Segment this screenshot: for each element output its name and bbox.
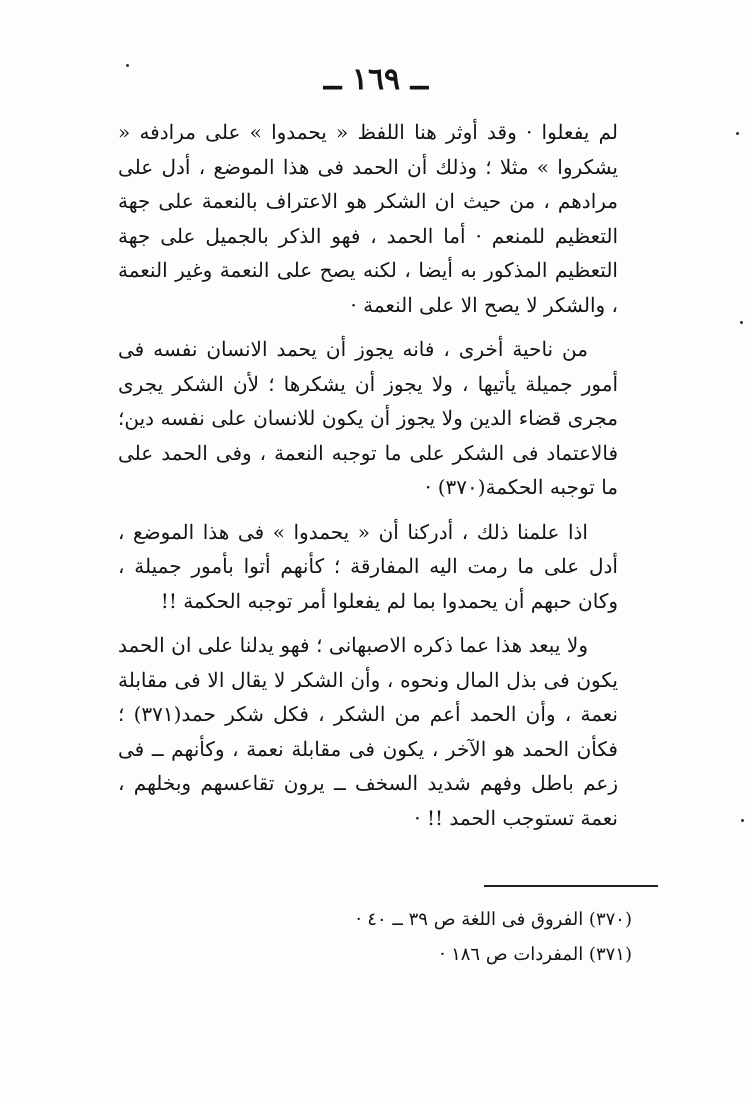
footnote-370: (٣٧٠) الفروق فى اللغة ص ٣٩ ــ ٤٠ · <box>355 909 632 930</box>
paragraph-3: اذا علمنا ذلك ، أدركنا أن « يحمدوا » فى هذا الموضع ، أدل على ما رمت اليه المفارقة ؛ كأنهم أتوا بأمور جميلة ، وكان حبهم أن يحمدوا بما لم يفعلوا أمر توجبه الحكمة !! <box>118 519 618 613</box>
body-text <box>118 115 618 845</box>
footnote-separator <box>484 885 658 887</box>
paragraph-2: من ناحية أخرى ، فانه يجوز أن يحمد الانسان نفسه فى أمور جميلة يأتيها ، ولا يجوز أن يشكرها ؛ لأن الشكر يجرى مجرى قضاء الدين ولا يجوز أن يكون للانسان على نفسه دين؛ فالاعتماد فى الشكر على ما توجبه النعمة ، وفى الحمد على ما توجبه الحكمة(٣٧٠) · <box>118 337 618 499</box>
paragraph-4: ولا يبعد هذا عما ذكره الاصبهانى ؛ فهو يدلنا على ان الحمد يكون فى بذل المال ونحوه ، وأن الشكر لا يقال الا فى مقابلة نعمة ، وأن الحمد أعم من الشكر ، فكل شكر حمد(٣٧١) ؛ فكأن الحمد هو الآخر ، يكون فى مقابلة نعمة ، وكأنهم ــ فى زعم باطل وفهم شديد السخف ــ يرون تقاعسهم وبخلهم ، نعمة تستوجب الحمد !! · <box>118 633 618 830</box>
footnotes <box>232 902 632 972</box>
footnote-371: (٣٧١) المفردات ص ١٨٦ · <box>439 944 632 965</box>
scan-speck <box>736 132 739 135</box>
paragraph-1: لم يفعلوا · وقد أوثر هنا اللفظ « يحمدوا » على مرادفه « يشكروا » مثلا ؛ وذلك أن الحمد فى هذا الموضع ، أدل على مرادهم ، من حيث ان الشكر هو الاعتراف بالنعمة على جهة التعظيم للمنعم · أما الحمد ، فهو الذكر بالجميل على جهة التعظيم المذكور به أيضا ، لكنه يصح على النعمة وغير النعمة ، والشكر لا يصح الا على النعمة · <box>118 120 618 317</box>
page-number: ــ ١٦٩ ــ <box>323 62 429 97</box>
scan-speck <box>741 819 744 822</box>
scan-speck <box>740 321 743 324</box>
scan-speck <box>126 64 129 67</box>
